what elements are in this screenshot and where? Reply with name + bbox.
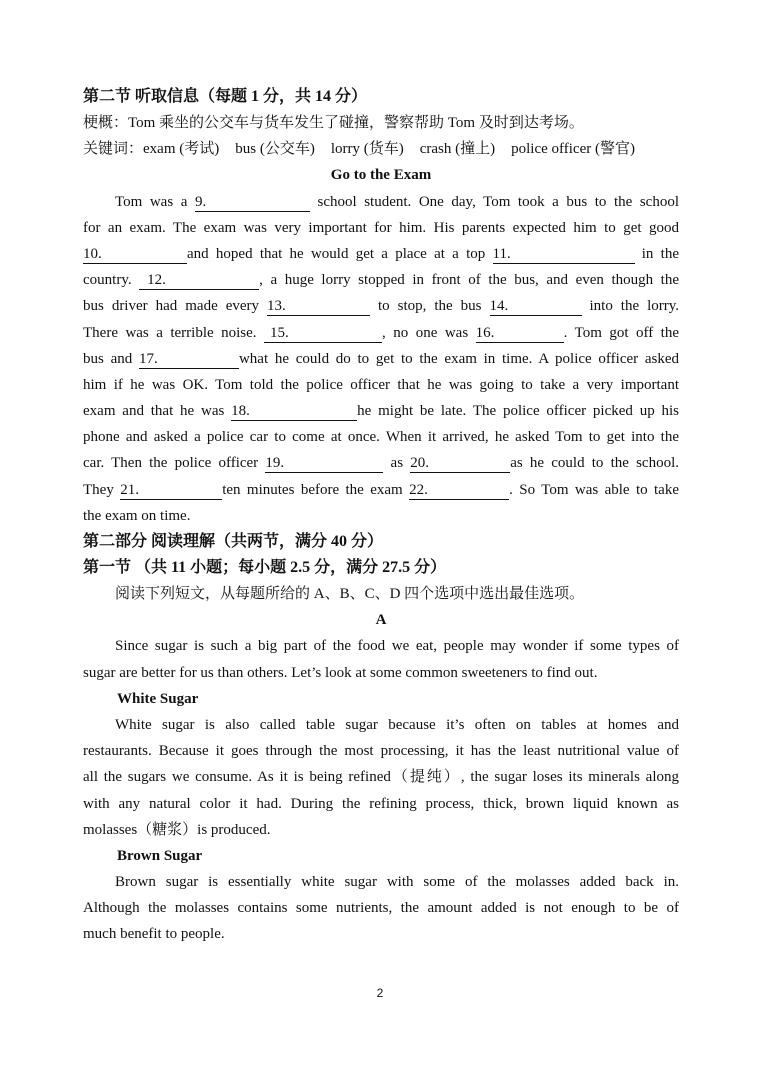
blank-20: 20. xyxy=(410,454,510,473)
text-line xyxy=(83,346,679,372)
blank-16: 16. xyxy=(476,324,564,343)
subheading: White Sugar xyxy=(117,690,199,707)
text: . Tom got off the xyxy=(563,324,679,341)
blank-10: 10. xyxy=(83,245,187,264)
text: school student. One day, Tom took a bus to the school xyxy=(317,193,680,210)
blank-21: 21. xyxy=(120,481,222,500)
summary: 梗概：Tom 乘坐的公交车与货车发生了碰撞，警察帮助 Tom 及时到达考场。 xyxy=(83,115,584,131)
text-line: White sugar is also called table sugar because it’s often on tables at homes and xyxy=(115,716,679,733)
blank-22: 22. xyxy=(409,481,509,500)
text-line: him if he was OK. Tom told the police officer that he was going to take a very important xyxy=(83,376,679,393)
keyword: crash (撞上) xyxy=(419,141,496,158)
text: country. xyxy=(83,272,132,289)
text: in the xyxy=(641,245,679,262)
passage-label: A xyxy=(375,612,387,629)
blank-18: 18. xyxy=(231,402,357,421)
part-title: 第二部分 阅读理解（共两节，满分 40 分） xyxy=(83,533,384,550)
text-line xyxy=(83,241,679,267)
blank-19: 19. xyxy=(265,454,383,473)
blank-9: 9. xyxy=(195,193,310,212)
text: . So Tom was able to take xyxy=(509,481,680,498)
text: bus and xyxy=(83,350,133,367)
keyword: police officer (警官) xyxy=(511,141,635,158)
text-line xyxy=(83,189,679,215)
text-line xyxy=(83,267,679,293)
document-page xyxy=(83,84,679,948)
blank-12: 12. xyxy=(139,271,259,290)
text: to stop, the bus xyxy=(377,298,482,315)
blank-15: 15. xyxy=(264,324,382,343)
keyword: bus (公交车) xyxy=(235,141,315,158)
text-line: with any natural color it had. During the refining process, thick, brown liquid known as xyxy=(83,795,679,812)
text-line: Brown sugar is essentially white sugar with some of the molasses added back in. xyxy=(115,874,679,891)
text-line xyxy=(83,450,679,476)
blank-13: 13. xyxy=(267,297,370,316)
text-line: much benefit to people. xyxy=(83,926,225,943)
text: , a huge lorry stopped in front of the bus, and even though the xyxy=(259,272,679,289)
section-title: 第二节 听取信息（每题 1 分，共 14 分） xyxy=(83,88,368,105)
instruction: 阅读下列短文，从每题所给的 A、B、C、D 四个选项中选出最佳选项。 xyxy=(115,586,585,602)
text: They xyxy=(83,481,114,498)
keywords-label: 关键词： xyxy=(83,141,144,158)
text: bus driver had made every xyxy=(83,298,260,315)
text: what he could do to get to the exam in time. A police officer asked xyxy=(238,350,680,367)
text-line: all the sugars we consume. As it is being refined（提纯）, the sugar loses its minerals along xyxy=(83,769,679,786)
text: exam and that he was xyxy=(83,403,225,420)
text-line xyxy=(83,398,679,424)
page-number: 2 xyxy=(376,986,384,1000)
text: Tom was a xyxy=(115,193,188,210)
text-line: Although the molasses contains some nutrients, the amount added is not enough to be of xyxy=(83,900,679,917)
text-line: molasses（糖浆）is produced. xyxy=(83,821,271,838)
blank-11: 11. xyxy=(493,245,635,264)
text: he might be late. The police officer picked up his xyxy=(357,403,680,420)
keyword: exam (考试) xyxy=(143,141,220,158)
text-line xyxy=(83,320,679,346)
text-line: phone and asked a police car to come at once. When it arrived, he asked Tom to get into the xyxy=(83,429,679,446)
text: There was a terrible noise. xyxy=(83,324,257,341)
text: , no one was xyxy=(382,324,469,341)
text-line xyxy=(83,293,679,319)
blank-17: 17. xyxy=(139,350,239,369)
blank-14: 14. xyxy=(490,297,582,316)
text-line: the exam on time. xyxy=(83,507,191,524)
text-line: Since sugar is such a big part of the food we eat, people may wonder if some types of xyxy=(115,638,679,655)
text: as xyxy=(390,455,404,472)
text: as he could to the school. xyxy=(510,455,680,472)
subheading: Brown Sugar xyxy=(117,847,203,864)
keyword: lorry (货车) xyxy=(330,141,404,158)
text-line xyxy=(83,477,679,503)
text-line: for an exam. The exam was very important for him. His parents expected him to get good xyxy=(83,219,679,236)
text: ten minutes before the exam xyxy=(222,481,403,498)
text-line: sugar are better for us than others. Let’s look at some common sweeteners to find out. xyxy=(83,664,598,681)
text: into the lorry. xyxy=(589,298,680,315)
keywords-line xyxy=(83,136,679,162)
section-title: 第一节 （共 11 小题；每小题 2.5 分，满分 27.5 分） xyxy=(83,559,447,576)
text: car. Then the police officer xyxy=(83,455,259,472)
passage-title: Go to the Exam xyxy=(330,167,432,184)
text: and hoped that he would get a place at a top xyxy=(187,245,486,262)
text-line: restaurants. Because it goes through the most processing, it has the least nutritional value of xyxy=(83,743,679,760)
